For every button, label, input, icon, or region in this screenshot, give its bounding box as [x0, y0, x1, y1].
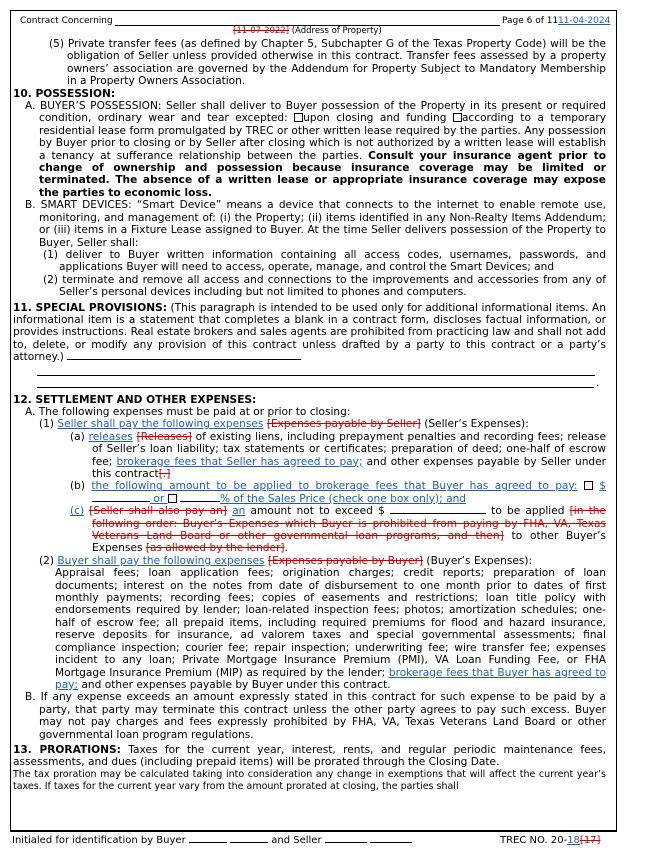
checkbox-upon-closing[interactable]: [294, 113, 303, 122]
special-provisions-line-1[interactable]: [37, 364, 595, 376]
brokerage-percent-blank[interactable]: [180, 501, 220, 502]
contract-concerning-label: Contract Concerning: [20, 16, 113, 26]
private-transfer-fees: (5) Private transfer fees (as defined by Chapter 5, Subchapter G of the Texas Property Code) will be the obligation of Seller unless provided otherwise in this contract. Transfer fees assessed by a property owners’ association are governed by the Addendum for Property Subject to Mandatory Membership in a Property Owners Association.: [49, 38, 606, 88]
brokerage-amount-blank[interactable]: [92, 501, 150, 502]
smart-devices-1: (1) deliver to Buyer written information containing all access codes, usernames, passwords, and applications Buyer will need to access, operate, manage, and control the Smart Devices; and: [43, 248, 606, 274]
sellers-expenses-b: (b) the following amount to be applied to brokerage fees that Buyer has agreed to pay: $ or % of the Sales Price (check one box only); and: [70, 480, 607, 505]
seller-contribution-blank[interactable]: [390, 513, 486, 514]
prorations: 13. PRORATIONS: Taxes for the current year, interest, rents, and regular periodic maintenance fees, assessments, and dues (including prepaid items) will be prorated through the Closing Date.: [13, 743, 606, 769]
address-caption: [11-07-2022] (Address of Property): [233, 26, 382, 36]
contract-body: [13, 38, 606, 792]
seller-initial-1[interactable]: [325, 842, 367, 843]
section-12-title: 12. SETTLEMENT AND OTHER EXPENSES:: [13, 393, 257, 406]
buyer-initial-2[interactable]: [230, 842, 268, 843]
section-10-title: 10. POSSESSION:: [13, 87, 116, 100]
smart-devices-2: (2) terminate and remove all access and connections to the improvements and accessories from any of Seller’s personal devices including but not limited to phones and computers.: [43, 273, 606, 299]
special-provisions: 11. SPECIAL PROVISIONS: (This paragraph is intended to be used only for additional informational items. An informational item is a statement that completes a blank in a contract form, discloses factual information, or provides instructions. Real estate brokers and sales agents are prohibited from practicing law and shall not add to, delete, or modify any provision of this contract unless drafted by a party to this contract or a party’s attorney.): [13, 301, 606, 364]
checkbox-temporary-lease[interactable]: [453, 113, 462, 122]
buyer-initial-1[interactable]: [189, 842, 227, 843]
form-date: 11-04-2024: [558, 16, 611, 26]
initials-line: Initialed for identification by Buyer and Seller: [12, 835, 412, 846]
special-provisions-line-2-wrap: [13, 376, 606, 388]
sellers-expenses-c: (c) [Seller shall also pay an] an amount not to exceed $ to be applied [in the following order: Buyer’s Expenses which Buyer is prohibited from paying by FHA, VA, Texas Veterans Land Board or other governmental loan programs, and then] to other Buyer’s Expenses [as allowed by the lender].: [70, 505, 606, 555]
smart-devices: B. SMART DEVICES: “Smart Device” means a device that connects to the internet to enable remote use, monitoring, and management of: (i) the Property; (ii) items identified in any Non-Realty Items Addendum; or (iii) items in a Fixture Lease assigned to Buyer. At the time Seller delivers possession of the Property to Buyer, Seller shall:: [25, 199, 606, 249]
special-provisions-line-2[interactable]: [37, 376, 594, 388]
checkbox-brokerage-percent[interactable]: [168, 494, 177, 503]
prorations-continued: The tax proration may be calculated taking into consideration any change in exemptions that will affect the current year’s taxes. If taxes for the current year vary from the amount prorated at closing, the parties shall: [13, 768, 606, 792]
buyers-expenses: (2) Buyer shall pay the following expenses [Expenses payable by Buyer] (Buyer’s Expenses):: [39, 554, 533, 567]
trec-number: TREC NO. 20-18[17]: [500, 835, 601, 846]
sellers-expenses: (1) Seller shall pay the following expenses [Expenses payable by Seller] (Seller’s Expenses):: [39, 418, 529, 431]
buyers-possession: A. BUYER’S POSSESSION: Seller shall deliver to Buyer possession of the Property in its present or required condition, ordinary wear and tear excepted: upon closing and funding according to a temporary residential lease form promulgated by TREC or other written lease required by the parties. Any possession by Buyer prior to closing or by Seller after closing which is not authorized by a written lease will establish a tenancy at sufferance relationship between the parties. Consult your insurance agent prior to change of ownership and possession because insurance coverage may be limited or terminated. The absence of a written lease or appropriate insurance coverage may expose the parties to economic loss.: [25, 100, 606, 199]
special-provisions-period: .: [596, 376, 600, 389]
checkbox-brokerage-amount[interactable]: [584, 481, 593, 490]
buyers-expenses-list: Appraisal fees; loan application fees; origination charges; credit reports; preparation of loan documents; interest on the notes from date of disbursement to one month prior to dates of first monthly payments; recording fees; copies of easements and restrictions; loan title policy with endorsements required by lender; loan-related inspection fees; photos; amortization schedules; one-half of escrow fee; all prepaid items, including required premiums for flood and hazard insurance, reserve deposits for insurance, ad valorem taxes and special governmental assessments; final compliance inspection; courier fee; repair inspection; underwriting fee; wire transfer fee; expenses incident to any loan; Private Mortgage Insurance Premium (PMI), VA Loan Funding Fee, or FHA Mortgage Insurance Premium (MIP) as required by the lender; brokerage fees that Buyer has agreed to pay; and other expenses payable by Buyer under this contract.: [55, 567, 606, 691]
seller-initial-2[interactable]: [370, 842, 412, 843]
special-provisions-blank[interactable]: [67, 359, 301, 360]
settlement-b: B. If any expense exceeds an amount expressly stated in this contract for such expense to be paid by a party, that party may terminate this contract unless the other party agrees to pay such excess. Buyer may not pay charges and fees expressly prohibited by FHA, VA, Texas Veterans Land Board or other governmental loan program regulations.: [25, 691, 606, 741]
sellers-expenses-a: (a) releases [Releases] of existing liens, including prepayment penalties and recording fees; release of Seller’s loan liability; tax statements or certificates; preparation of deed; one-half of escrow fee; brokerage fees that Seller has agreed to pay; and other expenses payable by Seller under this contract[.]: [70, 430, 607, 480]
settlement-a: A. The following expenses must be paid at or prior to closing:: [25, 405, 351, 418]
page-number: Page 6 of 11: [502, 16, 559, 26]
